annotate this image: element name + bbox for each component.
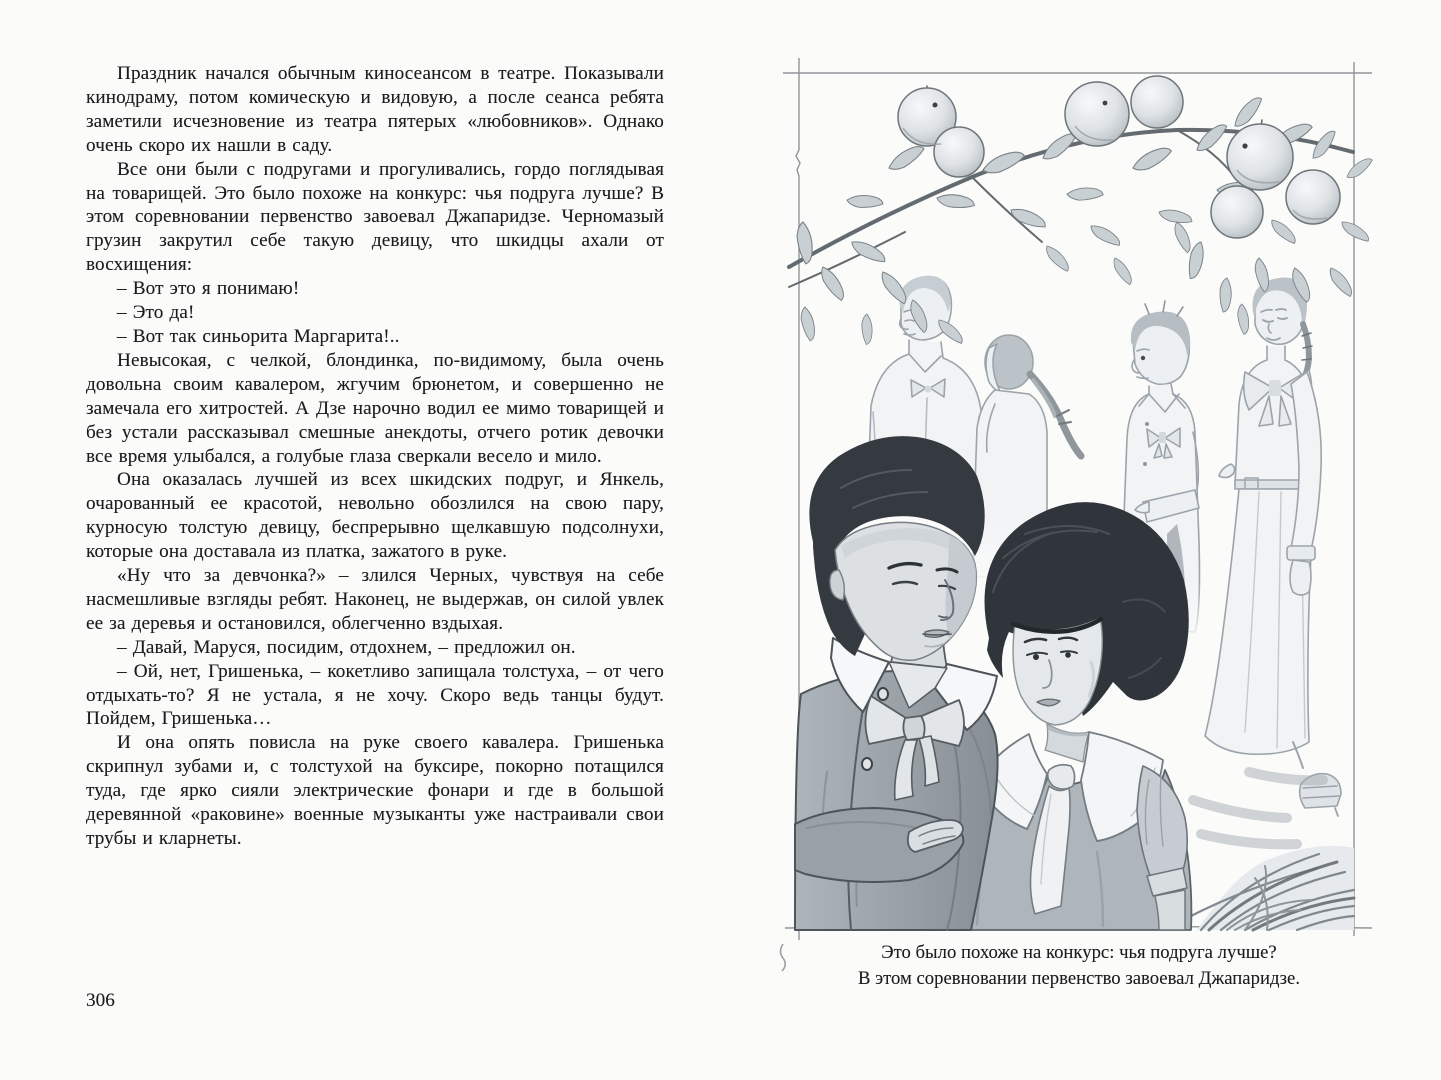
- illustration-drawing: [797, 72, 1360, 930]
- ground-shading: [1193, 772, 1323, 844]
- body-text: [86, 62, 664, 851]
- illustration-caption: [769, 940, 1389, 991]
- foreground-man: [795, 436, 998, 930]
- paragraph-4: – Это да!: [117, 302, 195, 324]
- paragraph-8: «Ну что за девчонка?» – злился Черных, чувствуя на себе насмешливые взгляды ребят. Наконец, не выдержав, он силой увлек ее за деревья и остановился, облегченно вздыхая.: [86, 565, 664, 634]
- paragraph-1: Праздник начался обычным киносеансом в театре. Показывали кинодраму, потом комическую и видовую, а после сеанса ребята заметили исчезновение из театра пятерых «любовников». Однако очень скоро их нашли в саду.: [86, 63, 664, 156]
- paragraph-10: – Ой, нет, Гришенька, – кокетливо запищала толстуха, – от чего отдыхать-то? Я не устала, я не хочу. Скоро ведь танцы будут. Пойдем, Гришенька…: [86, 660, 664, 730]
- grass: [1187, 846, 1354, 930]
- foreground-girl: [957, 502, 1191, 930]
- paragraph-5: – Вот так синьорита Маргарита!..: [117, 325, 400, 347]
- paragraph-2: Все они были с подругами и прогуливались, гордо поглядывая на товарищей. Это было похоже на конкурс: чья подруга лучше? В этом соревновании первенство завоевал Джапаридзе. Черномазый грузин закрутил себе такую девицу, что шкидцы ахали от восхищения:: [86, 158, 664, 276]
- background-woman: [1205, 278, 1341, 816]
- paragraph-7: Она оказалась лучшей из всех шкидских подруг, и Янкель, очарованный ее красотой, невольно обозлился на свою пару, курносую толстую девицу, беспрерывно щелкавшую подсолнухи, которые она доставала из платка, зажатого в руке.: [86, 469, 664, 563]
- illustration: [797, 72, 1360, 930]
- paragraph-11: И она опять повисла на руке своего кавалера. Гришенька скрипнул зубами и, с толстухой на буксире, покорно потащился туда, где ярко сияли электрические фонари и где в большой деревянной «раковине» военные музыканты уже настраивали свои трубы и кларнеты.: [86, 732, 664, 849]
- caption-line-2: В этом соревновании первенство завоевал Джапаридзе.: [857, 967, 1301, 989]
- paragraph-6: Невысокая, с челкой, блондинка, по-видимому, была очень довольна своим кавалером, жгучим брюнетом, и совершенно не замечала его хитростей. А Дзе нарочно водил ее мимо товарищей и без устали рассказывал смешные анекдоты, отчего ротик девочки все время улыбался, а голубые глаза сверкали весело и мило.: [86, 349, 664, 467]
- caption-line-1: Это было похоже на конкурс: чья подруга лучше?: [881, 942, 1277, 963]
- page-number: 306: [86, 990, 115, 1011]
- paragraph-3: – Вот это я понимаю!: [117, 278, 300, 300]
- paragraph-9: – Давай, Маруся, посидим, отдохнем, – предложил он.: [117, 636, 576, 658]
